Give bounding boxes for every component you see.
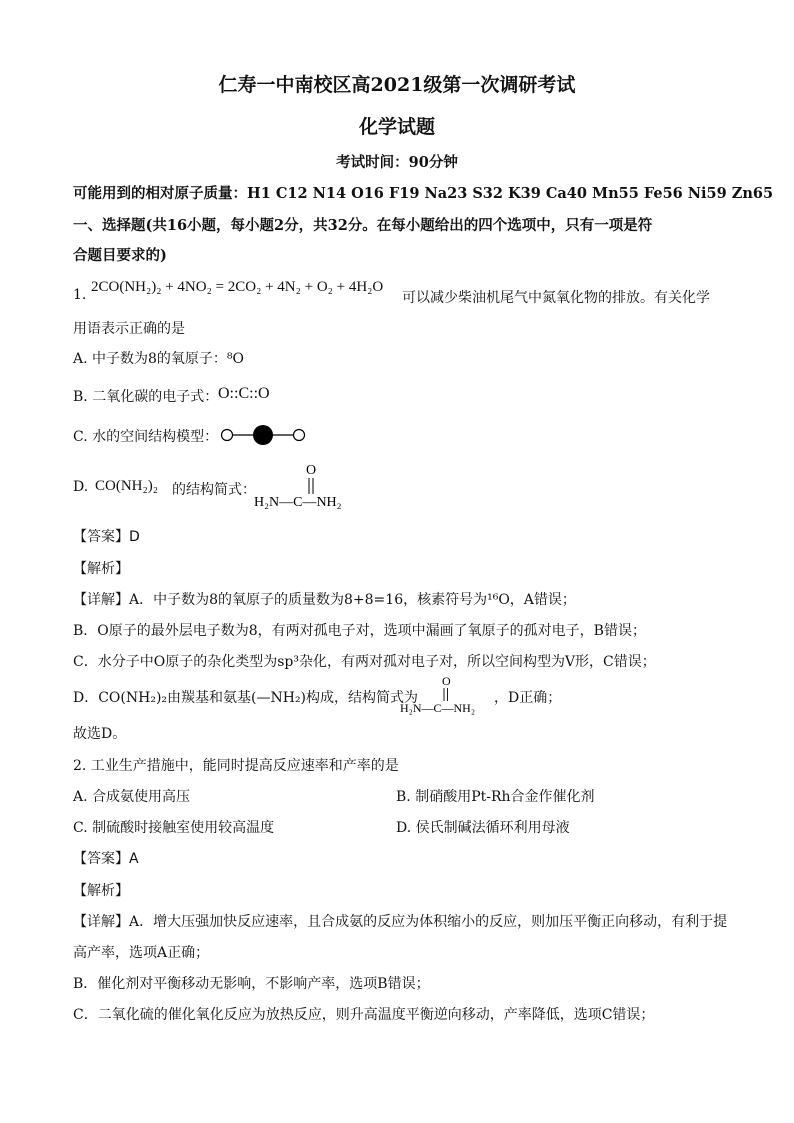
q2-answer: 【答案】A [73,851,139,867]
page-subtitle: 化学试题 [358,116,435,138]
q1-number: 1. [73,287,87,303]
q1-detail-d-tail: ，D正确； [494,690,562,706]
h-atom-left [222,430,233,441]
q1-option-d-formula: CO(NH₂)₂ [95,478,158,494]
q1-analysis: 【解析】 [73,561,129,577]
section-heading-line1: 一、选择题(共16小题，每小题2分，共32分。在每小题给出的四个选项中，只有一项是符 [73,217,653,234]
q1-detail-d-head: D．CO(NH₂)₂由羰基和氨基(—NH₂)构成，结构简式为 [73,690,419,706]
q2-option-b: B. 制硝酸用Pt-Rh合金作催化剂 [396,789,595,805]
urea-structure-small [398,672,498,718]
atomic-masses: 可能用到的相对原子质量：H1 C12 N14 O16 F19 Na23 S32 K39 Ca40 Mn55 Fe56 Ni59 Zn65 [73,185,774,202]
q1-option-d-label: D. [73,479,89,495]
q1-formula: 2CO(NH₂)₂ + 4NO₂ = 2CO₂ + 4N₂ + O₂ + 4H₂O [91,279,384,295]
exam-time: 考试时间：90分钟 [336,154,458,171]
urea-structure [252,458,372,514]
section-heading-line2: 合题目要求的) [73,247,167,264]
q1-option-c-label: C. 水的空间结构模型： [73,429,219,445]
q2-option-c: C. 制硫酸时接触室使用较高温度 [73,820,275,836]
q1-detail-b: B．O原子的最外层电子数为8，有两对孤电子对，选项中漏画了氧原子的孤对电子，B错误； [73,623,646,639]
q2-analysis: 【解析】 [73,883,129,899]
q2-stem: 2. 工业生产措施中，能同时提高反应速率和产率的是 [73,758,399,774]
o-atom [253,425,273,445]
q2-detail-c: C．二氧化硫的催化氧化反应为放热反应，则升高温度平衡逆向移动，产率降低，选项C错误； [73,1007,655,1023]
urea-small-chain-label: H₂N—C—NH₂ [400,701,476,715]
q1-stem-line2: 用语表示正确的是 [73,321,185,337]
q1-stem-tail: 可以减少柴油机尾气中氮氧化物的排放。有关化学 [402,290,710,306]
q1-answer: 【答案】D [73,529,140,545]
q1-option-b-formula: O::C::O [218,385,270,402]
q2-option-a: A. 合成氨使用高压 [73,789,191,805]
urea-chain-label: H₂N—C—NH₂ [254,495,342,510]
q1-detail-c: C．水分子中O原子的杂化类型为sp³杂化，有两对孤对电子对，所以空间构型为V形，C错误； [73,654,656,670]
urea-small-o-label: O [442,674,451,688]
h-atom-right [294,430,305,441]
q1-conclusion: 故选D。 [73,726,127,742]
q1-option-b-label: B. 二氧化碳的电子式： [73,389,219,405]
q1-option-d-tail: 的结构简式： [172,482,256,498]
q2-detail-a1: 【详解】A．增大压强加快反应速率，且合成氨的反应为体积缩小的反应，则加压平衡正向移动，有利于提 [73,914,728,930]
water-model-diagram [218,422,308,448]
urea-o-label: O [306,463,317,478]
q1-option-a: A. 中子数为8的氧原子：⁸O [73,351,245,367]
q2-detail-a2: 高产率，选项A正确； [73,945,210,961]
q2-option-d: D. 侯氏制碱法循环利用母液 [396,820,570,836]
q2-detail-b: B．催化剂对平衡移动无影响，不影响产率，选项B错误； [73,976,430,992]
q1-detail-a: 【详解】A．中子数为8的氧原子的质量数为8+8=16，核素符号为¹⁶O，A错误； [73,592,576,608]
page-title: 仁寿一中南校区高2021级第一次调研考试 [218,74,576,96]
